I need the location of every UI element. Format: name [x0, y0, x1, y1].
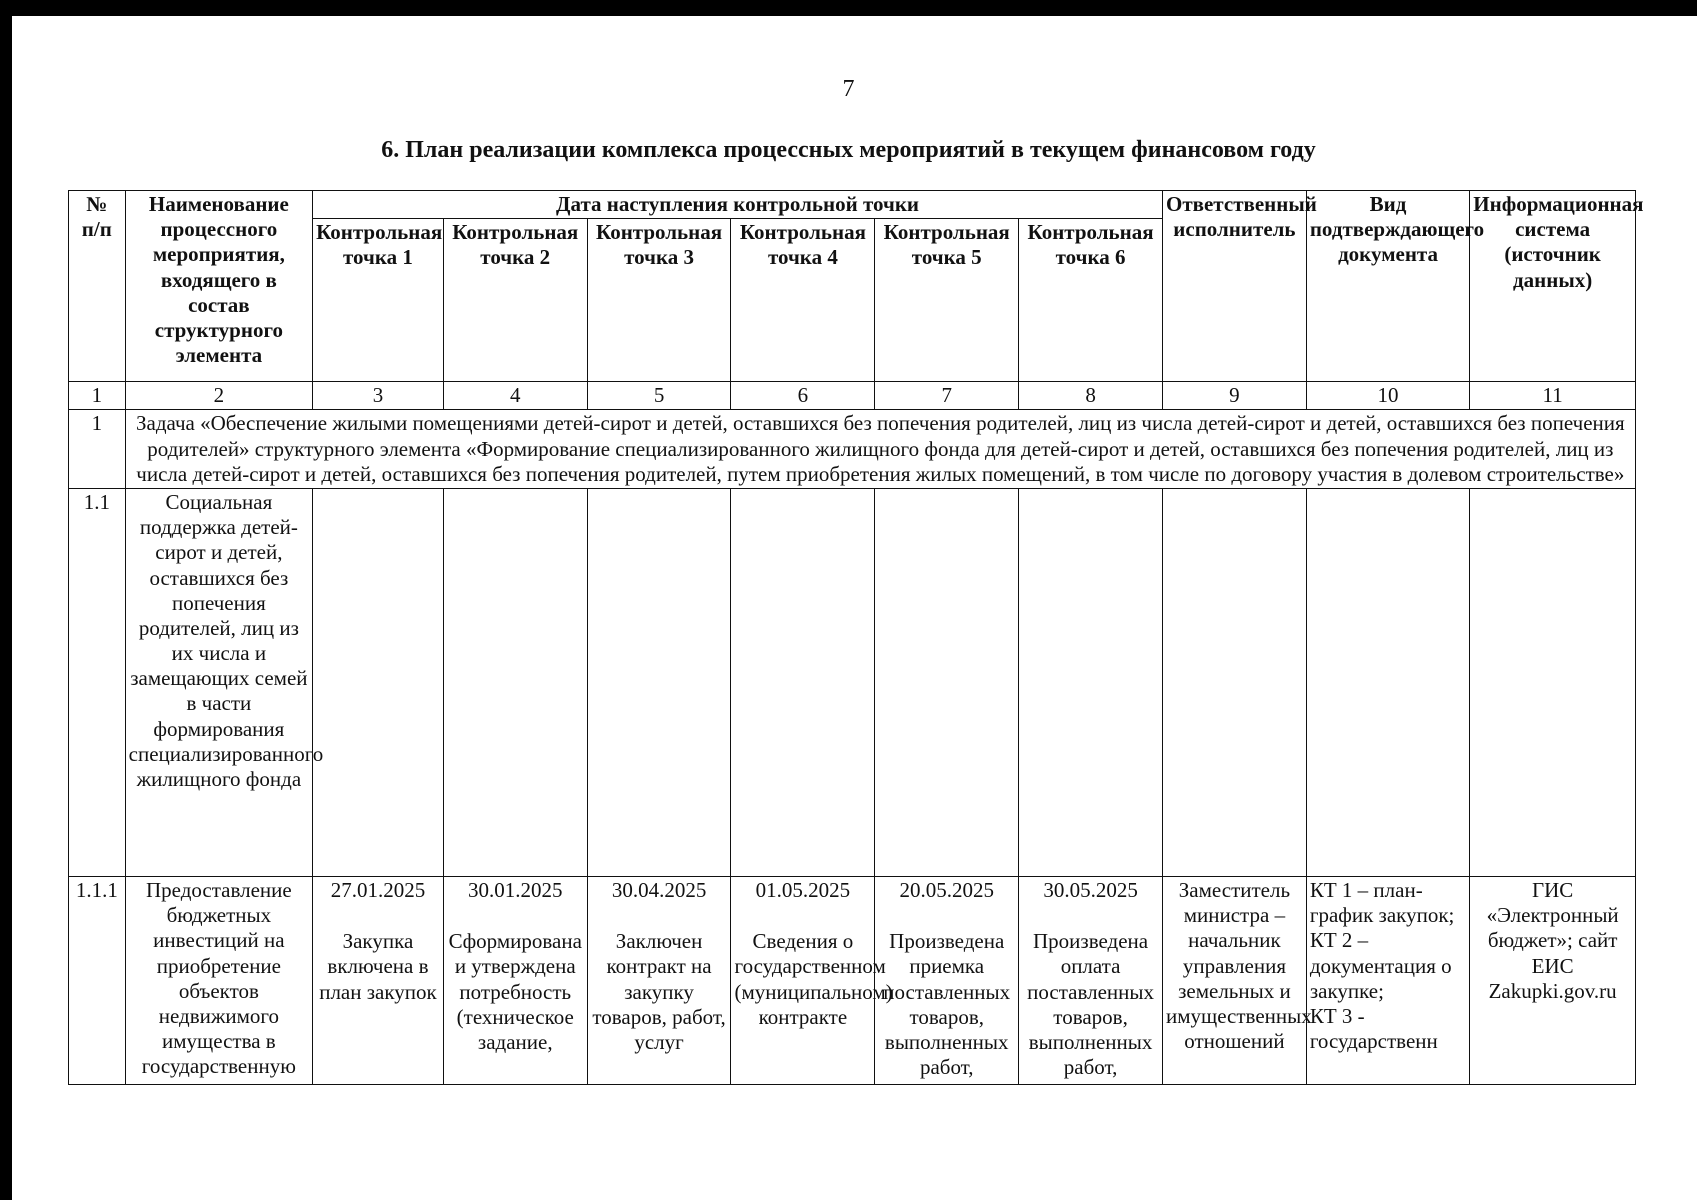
header-name: Наименование процессного мероприятия, входящего в состав структурного элемента [125, 191, 312, 382]
table-row-1-1 [69, 488, 1636, 876]
task-text: Задача «Обеспечение жилыми помещениями детей-сирот и детей, оставшихся без попечения родителей, лиц из числа детей-сирот и детей, оставшихся без попечения родителей» структурного элемента «Формирование специализированного жилищного фонда для детей-сирот и детей, оставшихся без попечения родителей, лиц из числа детей-сирот и детей, оставшихся без попечения родителей, путем приобретения жилых помещений, в том числе по договору участия в долевом строительстве» [125, 410, 1635, 489]
column-number: 1 [69, 382, 126, 410]
checkpoint-4-date: 01.05.2025 [755, 877, 851, 902]
checkpoint-6-cell [1019, 876, 1163, 1084]
header-checkpoint-2: Контрольная точка 2 [443, 219, 587, 382]
checkpoint-5-date: 20.05.2025 [899, 877, 994, 902]
column-number: 11 [1470, 382, 1636, 410]
checkpoint-2-date: 30.01.2025 [467, 877, 563, 902]
checkpoint-6-date: 30.05.2025 [1043, 877, 1138, 902]
checkpoint-1-date: 27.01.2025 [330, 877, 426, 902]
checkpoint-3-text: Заключен контракт на закупку товаров, работ, услуг [592, 929, 726, 1054]
header-num: № п/п [69, 191, 126, 382]
checkpoint-1-cell [313, 876, 444, 1084]
activity-name: Социальная поддержка детей-сирот и детей, оставшихся без попечения родителей, лиц из их числа и замещающих семей в части формирования специализированного жилищного фонда [125, 488, 312, 876]
checkpoint-4-text: Сведения о государственном (муниципальном) контракте [734, 929, 893, 1029]
checkpoint-5-cell [875, 876, 1019, 1084]
checkpoint-2-cell [443, 876, 587, 1084]
column-number: 2 [125, 382, 312, 410]
checkpoint-4-cell [731, 876, 893, 1084]
header-doc-type: Вид подтверждающего документа [1306, 191, 1469, 382]
task-row [69, 410, 1636, 489]
section-title: 6. План реализации комплекса процессных мероприятий в текущем финансовом году [381, 137, 1316, 163]
column-number: 4 [443, 382, 587, 410]
header-checkpoint-3: Контрольная точка 3 [587, 219, 731, 382]
header-date-group: Дата наступления контрольной точки [313, 191, 1163, 219]
header-row-group [69, 191, 1636, 219]
empty-cell [1470, 488, 1636, 876]
row-number: 1.1.1 [69, 876, 126, 1084]
page-number: 7 [842, 76, 855, 102]
column-number: 9 [1163, 382, 1307, 410]
task-number: 1 [69, 410, 126, 489]
empty-cell [1163, 488, 1307, 876]
column-number: 6 [731, 382, 875, 410]
activity-name: Предоставление бюджетных инвестиций на приобретение объектов недвижимого имущества в государственную [125, 876, 312, 1084]
empty-cell [587, 488, 731, 876]
empty-cell [443, 488, 587, 876]
column-number-row [69, 382, 1636, 410]
empty-cell [1019, 488, 1163, 876]
column-number: 10 [1306, 382, 1469, 410]
header-info-system: Информационная система (источник данных) [1470, 191, 1636, 382]
scan-left-border [0, 0, 12, 1200]
checkpoint-5-text: Произведена приемка поставленных товаров, выполненных работ, [883, 929, 1011, 1080]
info-system-cell: ГИС «Электронный бюджет»; сайт ЕИС Zakupki.gov.ru [1470, 876, 1636, 1084]
header-checkpoint-6: Контрольная точка 6 [1019, 219, 1163, 382]
header-checkpoint-1: Контрольная точка 1 [313, 219, 444, 382]
column-number: 8 [1019, 382, 1163, 410]
checkpoint-3-cell [587, 876, 731, 1084]
empty-cell [1306, 488, 1469, 876]
responsible-cell: Заместитель министра – начальник управления земельных и имущественных отношений [1163, 876, 1307, 1084]
header-checkpoint-5: Контрольная точка 5 [875, 219, 1019, 382]
header-checkpoint-4: Контрольная точка 4 [731, 219, 875, 382]
plan-table [68, 190, 1644, 1085]
empty-cell [875, 488, 1019, 876]
table-row-1-1-1 [69, 876, 1636, 1084]
empty-cell [313, 488, 444, 876]
column-number: 5 [587, 382, 731, 410]
empty-cell [731, 488, 875, 876]
checkpoint-3-date: 30.04.2025 [611, 877, 707, 902]
checkpoint-6-text: Произведена оплата поставленных товаров, выполненных работ, [1027, 929, 1154, 1080]
doc-type-cell: КТ 1 – план-график закупок; КТ 2 – документация о закупке; КТ 3 - государственн [1306, 876, 1469, 1084]
column-number: 3 [313, 382, 444, 410]
checkpoint-1-text: Закупка включена в план закупок [319, 929, 437, 1004]
header-responsible: Ответственный исполнитель [1163, 191, 1307, 382]
row-number: 1.1 [69, 488, 126, 876]
column-number: 7 [875, 382, 1019, 410]
checkpoint-2-text: Сформирована и утверждена потребность (техническое задание, [448, 929, 582, 1054]
scan-top-border [0, 0, 1697, 16]
